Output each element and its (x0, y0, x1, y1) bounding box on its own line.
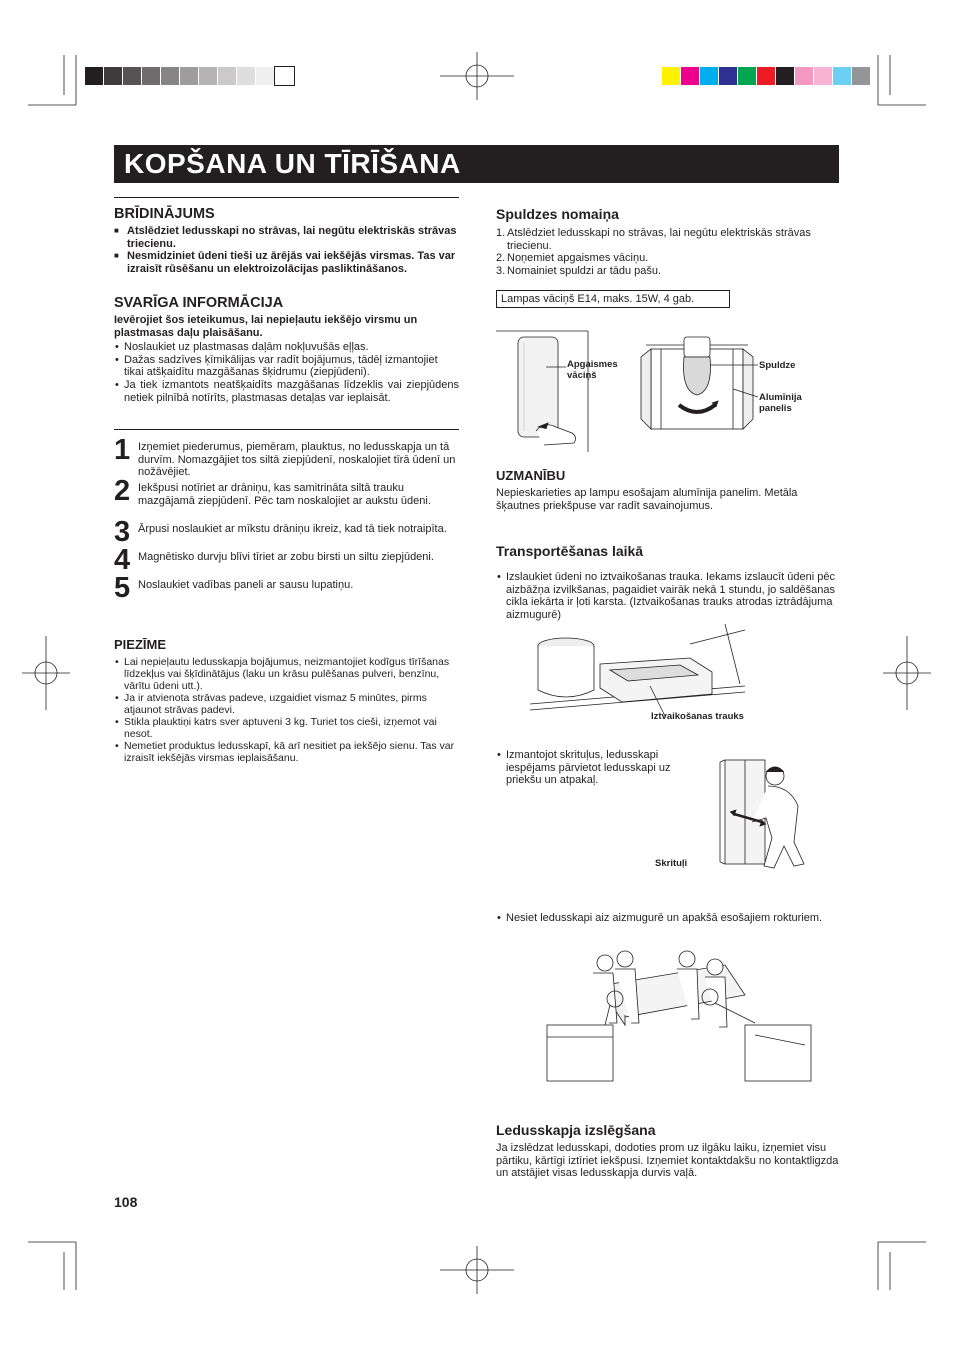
page-title: KOPŠANA UN TĪRĪŠANA (124, 148, 461, 179)
step-3 (114, 516, 459, 548)
step-number: 2 (114, 475, 131, 507)
important-item: • Noslaukiet uz plastmasas daļām nokļuvušās eļļas. (114, 341, 459, 354)
transport-item: • Nesiet ledusskapi aiz aizmugurē un apakšā esošajiem rokturiem. (496, 912, 839, 925)
transport-item2 (496, 749, 701, 787)
tray-illustration (530, 624, 745, 714)
caution-section (496, 468, 839, 512)
note-item: • Stikla plauktiņi katrs sver aptuveni 3 kg. Turiet tos cieši, izņemot vai nesot. (114, 716, 459, 740)
shutdown-text: Ja izslēdzat ledusskapi, dodoties prom uz ilgāku laiku, izņemiet visu pārtiku, kārtīgi iztīriet iekšpusi. Izņemiet kontaktdakšu no kontaktligzda un atstājiet visas ledusskapja durvis vaļā. (496, 1142, 839, 1180)
step-text: Noslaukiet vadības paneli ar sausu lupatiņu. (138, 579, 354, 591)
divider (114, 197, 459, 198)
panel-label: Alumīnija panelis (759, 392, 802, 414)
step-text: Izņemiet piederumus, piemēram, plauktus, no ledusskapja un tā durvīm. Nomazgājiet tos siltā ziepjūdenī, noskalojiet tīrā ūdenī un nožāvējiet. (138, 441, 456, 479)
transport-item3 (496, 912, 839, 925)
lamp-spec-box: Lampas vāciņš E14, maks. 15W, 4 gab. (496, 290, 730, 308)
note-section (114, 637, 459, 764)
bulb-label: Spuldze (759, 360, 796, 371)
bulb-step: 3. Nomainiet spuldzi ar tādu pašu. (496, 264, 662, 277)
important-intro: Ievērojiet šos ieteikumus, lai nepieļautu iekšējo virsmu un plastmasas daļu plaisāšanu. (114, 314, 418, 339)
bulb-section (496, 206, 839, 277)
caution-text: Nepieskarieties ap lampu esošajam alumīnija panelim. Metāla šķautnes priekšpuse var radīt savainojumus. (496, 487, 798, 512)
bulb-heading: Spuldzes nomaiņa (496, 206, 619, 222)
tray-label: Iztvaikošanas trauks (651, 711, 744, 722)
important-heading: SVARĪGA INFORMĀCIJA (114, 295, 284, 311)
warning-section (114, 206, 459, 275)
title-banner (114, 145, 839, 183)
cover-label: Apgaismes vāciņš (567, 359, 618, 381)
step-text: Ārpusi noslaukiet ar mīkstu drāniņu ikreiz, kad tā tiek notraipīta. (138, 523, 447, 535)
note-heading: PIEZĪME (114, 637, 167, 652)
transport-item: • Izmantojot skrituļus, ledusskapi iespējams pārvietot ledusskapi uz priekšu un atpakaļ. (496, 749, 701, 787)
note-item: • Ja ir atvienota strāvas padeve, uzgaidiet vismaz 5 minūtes, pirms atjaunot strāvas padevi. (114, 692, 459, 716)
step-4 (114, 544, 459, 576)
warning-item: ■ Nesmidziniet ūdeni tieši uz ārējās vai iekšējās virsmas. Tas var izraisīt rūsēšanu un elektroizolācijas pasliktināšanos. (114, 250, 459, 275)
warning-item: ■ Atslēdziet ledusskapi no strāvas, lai negūtu elektriskās strāvas triecienu. (114, 225, 459, 250)
step-number: 1 (114, 434, 131, 466)
note-item: • Lai nepieļautu ledusskapja bojājumus, neizmantojiet kodīgus tīrīšanas līdzekļus vai šķīdinātājus (laku un krāsu pulēšanas pulveri, benzīnu, vārītu ūdeni utt.). (114, 656, 459, 692)
warning-heading: BRĪDINĀJUMS (114, 206, 215, 222)
transport-section (496, 543, 839, 621)
important-item: • Ja tiek izmantots neatšķaidīts mazgāšanas līdzeklis vai ziepjūdens netiek pilnībā notīrīts, plastmasas detaļas var ieplaisāt. (114, 379, 459, 404)
caution-heading: UZMANĪBU (496, 468, 566, 483)
step-2 (114, 475, 459, 507)
rollers-label: Skrituļi (655, 858, 688, 869)
shutdown-heading: Ledusskapja izslēgšana (496, 1122, 656, 1138)
step-number: 5 (114, 572, 131, 604)
divider (114, 429, 459, 430)
note-item: • Nemetiet produktus ledusskapī, kā arī nesitiet pa iekšējo sienu. Tas var izraisīt iekšējās virsmas ieplaisāšanu. (114, 740, 459, 764)
step-number: 4 (114, 544, 131, 576)
transport-heading: Transportēšanas laikā (496, 543, 644, 559)
rollers-illustration (700, 752, 845, 870)
bulb-step: 2. Noņemiet apgaismes vāciņu. (496, 252, 649, 265)
step-text: Magnētisko durvju blīvi tīriet ar zobu birsti un siltu ziepjūdeni. (138, 551, 434, 563)
page-number: 108 (114, 1194, 138, 1210)
important-section (114, 295, 459, 404)
shutdown-section (496, 1122, 839, 1180)
step-number: 3 (114, 516, 131, 548)
step-1 (114, 434, 459, 479)
bulb-step: 1. Atslēdziet ledusskapi no strāvas, lai negūtu elektriskās strāvas triecienu. (496, 227, 811, 252)
transport-item: • Izslaukiet ūdeni no iztvaikošanas trauka. Iekams izslaucīt ūdeni pēc aizbāžņa izvilkšanas, pagaidiet vairāk nekā 1 stundu, jo saldēšanas cikla iekārta ir ļoti karsta. (Iztvaikošanas trauks atrodas iztrādājuma aizmugurē) (496, 571, 839, 621)
important-item: • Dažas sadzīves ķīmikālijas var radīt bojājumus, tādēļ izmantojiet tikai atšķaidītu mazgāšanas šķidrumu (ziepjūdeni). (114, 354, 459, 379)
step-5 (114, 572, 459, 604)
step-text: Iekšpusi notīriet ar drāniņu, kas samitrināta siltā trauku mazgājamā ziepjūdenī. Pēc tam noskalojiet ar aukstu ūdeni. (138, 482, 431, 507)
carrying-illustration (545, 945, 815, 1085)
